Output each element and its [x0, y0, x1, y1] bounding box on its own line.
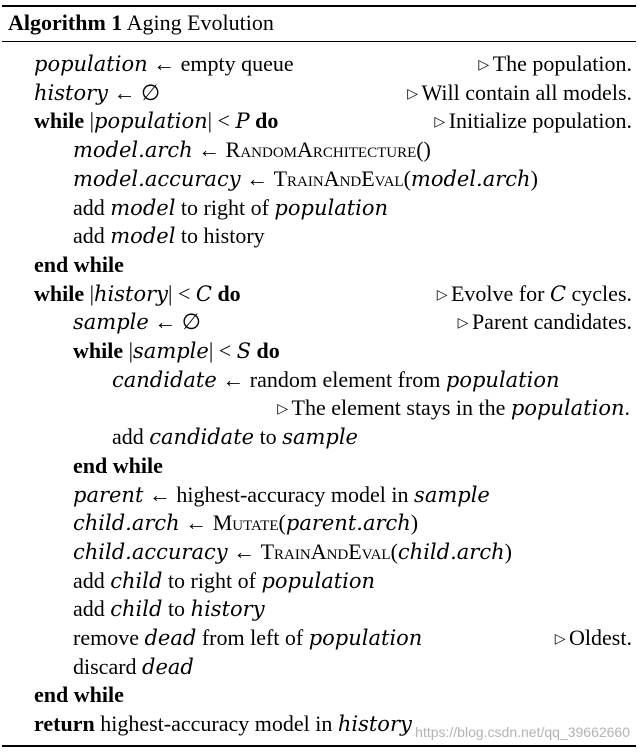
keyword: return [34, 711, 95, 737]
text: | < [207, 108, 236, 134]
variable: dead [142, 654, 194, 679]
text: ( [390, 538, 398, 564]
keyword: end while [34, 682, 124, 708]
keyword: do [217, 280, 241, 306]
algorithm-caption [8, 8, 274, 38]
line-comment [478, 50, 632, 82]
comment-text: Oldest. [569, 625, 632, 650]
text: add [73, 567, 111, 593]
variable: history [94, 281, 169, 306]
comment-text: Initialize population. [448, 108, 632, 134]
watermark: https://blog.csdn.net/qq_39662660 [415, 724, 630, 740]
text: ← [227, 538, 261, 564]
text: add [73, 223, 111, 249]
comment-text: Parent candidates. [471, 309, 632, 335]
algorithm-line [34, 681, 124, 709]
text: ← highest-accuracy model in [143, 481, 415, 507]
function-name: TrainAndEval [273, 165, 404, 191]
variable: dead [144, 626, 197, 650]
keyword: do [255, 108, 279, 134]
algorithm-line [73, 481, 490, 509]
algorithm-line [73, 452, 163, 480]
text: to right of [175, 194, 275, 220]
variable: population [261, 568, 376, 593]
line-comment [555, 624, 632, 656]
text: ) [530, 165, 538, 191]
algorithm-line [34, 79, 160, 107]
algorithm-line [73, 538, 512, 566]
algorithm-line [73, 653, 194, 681]
variable: P [235, 109, 250, 134]
line-comment [458, 308, 632, 340]
variable: model [110, 195, 176, 220]
variable: child [110, 568, 163, 593]
comment-triangle-icon: ▷ [407, 86, 422, 102]
text: ← [240, 165, 274, 191]
variable: population [34, 52, 148, 76]
variable: population [94, 109, 208, 134]
algorithm-line [34, 710, 412, 738]
variable: history [190, 597, 265, 622]
variable: history [337, 712, 412, 737]
caption-label: Algorithm 1 [8, 10, 123, 35]
text: () [416, 137, 431, 163]
variable: population [445, 367, 560, 392]
keyword: while [73, 338, 124, 363]
top-rule [2, 5, 636, 7]
algorithm-line [73, 624, 422, 652]
text: discard [73, 653, 143, 679]
text: | [84, 280, 95, 306]
comment-text: . [624, 395, 630, 421]
comment-triangle-icon: ▷ [554, 632, 570, 647]
bottom-rule [2, 745, 636, 747]
variable: candidate [112, 367, 217, 392]
variable: model.arch [73, 138, 193, 163]
comment-text: cycles. [566, 280, 632, 306]
variable: sample [414, 482, 490, 507]
text: | [123, 338, 134, 363]
algorithm-line [34, 107, 278, 135]
variable: parent.arch [285, 511, 411, 536]
variable: model [110, 224, 176, 249]
comment-text: The population. [492, 51, 632, 76]
text: to [254, 424, 283, 450]
variable: child.accuracy [73, 539, 228, 564]
algorithm-line [112, 423, 358, 451]
comment-triangle-icon: ▷ [457, 316, 472, 332]
algorithm-line [73, 222, 265, 250]
caption-rule [2, 41, 636, 42]
function-name: TrainAndEval [260, 538, 391, 564]
text: | < [168, 280, 196, 306]
algorithm-line [73, 595, 265, 623]
text: remove [73, 625, 145, 650]
algorithm-line [34, 280, 241, 308]
text: ← random element from [216, 366, 446, 392]
variable: population [308, 626, 423, 650]
algorithm-line [73, 567, 375, 595]
variable: population [274, 195, 389, 220]
variable: child.arch [397, 539, 505, 564]
variable: model.arch [410, 166, 531, 191]
variable: history [34, 80, 109, 105]
line-comment [407, 79, 632, 111]
comment-triangle-icon: ▷ [478, 58, 493, 73]
algorithm-line [73, 337, 280, 365]
algorithm-line [34, 251, 124, 279]
text: from left of [196, 625, 309, 650]
variable: C [195, 281, 212, 306]
line-comment [434, 107, 632, 139]
keyword: while [34, 108, 85, 134]
text: add [112, 424, 150, 450]
comment-triangle-icon: ▷ [277, 402, 292, 418]
function-name: Mutate [212, 510, 279, 536]
caption-title: Aging Evolution [126, 10, 274, 35]
algorithm-line [73, 165, 538, 193]
text: ← empty queue [147, 51, 294, 76]
function-name: RandomArchitecture [225, 137, 417, 163]
text: ) [504, 538, 512, 564]
text: ( [278, 510, 286, 536]
text: highest-accuracy model in [94, 711, 338, 737]
text: to right of [162, 567, 262, 593]
comment-text: Evolve for [450, 280, 550, 306]
variable: child [110, 597, 163, 622]
text: add [73, 194, 111, 220]
keyword: end while [34, 251, 124, 277]
comment-variable: C [549, 281, 567, 306]
comment-triangle-icon: ▷ [436, 287, 451, 303]
algorithm-line [73, 136, 431, 164]
keyword: do [256, 338, 280, 363]
text: ← [179, 510, 213, 536]
text: ( [403, 165, 411, 191]
text: ← ∅ [148, 309, 201, 335]
algorithm-line [73, 509, 418, 537]
algorithm-line [73, 194, 388, 222]
variable: model.accuracy [73, 166, 241, 191]
keyword: while [34, 280, 85, 306]
variable: child.arch [73, 511, 180, 536]
text: to history [175, 223, 265, 249]
text: to [162, 596, 191, 622]
algorithm-line [34, 50, 294, 78]
text: ← [192, 137, 226, 163]
variable: candidate [149, 425, 255, 450]
variable: sample [73, 310, 149, 335]
variable: S [236, 339, 252, 363]
variable: sample [133, 339, 209, 363]
comment-variable: population [510, 396, 625, 421]
text: | < [208, 338, 237, 363]
variable: parent [73, 482, 144, 507]
keyword: end while [73, 452, 163, 478]
line-comment [277, 394, 630, 426]
text: add [73, 596, 111, 622]
algorithm-line [112, 366, 560, 394]
comment-text: The element stays in the [291, 395, 511, 421]
text: ) [410, 510, 419, 536]
line-comment [437, 280, 632, 312]
text: | [84, 108, 95, 134]
comment-text: Will contain all models. [421, 79, 632, 105]
text: ← ∅ [108, 79, 161, 105]
algorithm-line [73, 308, 201, 336]
variable: sample [282, 425, 358, 450]
comment-triangle-icon: ▷ [434, 115, 449, 131]
